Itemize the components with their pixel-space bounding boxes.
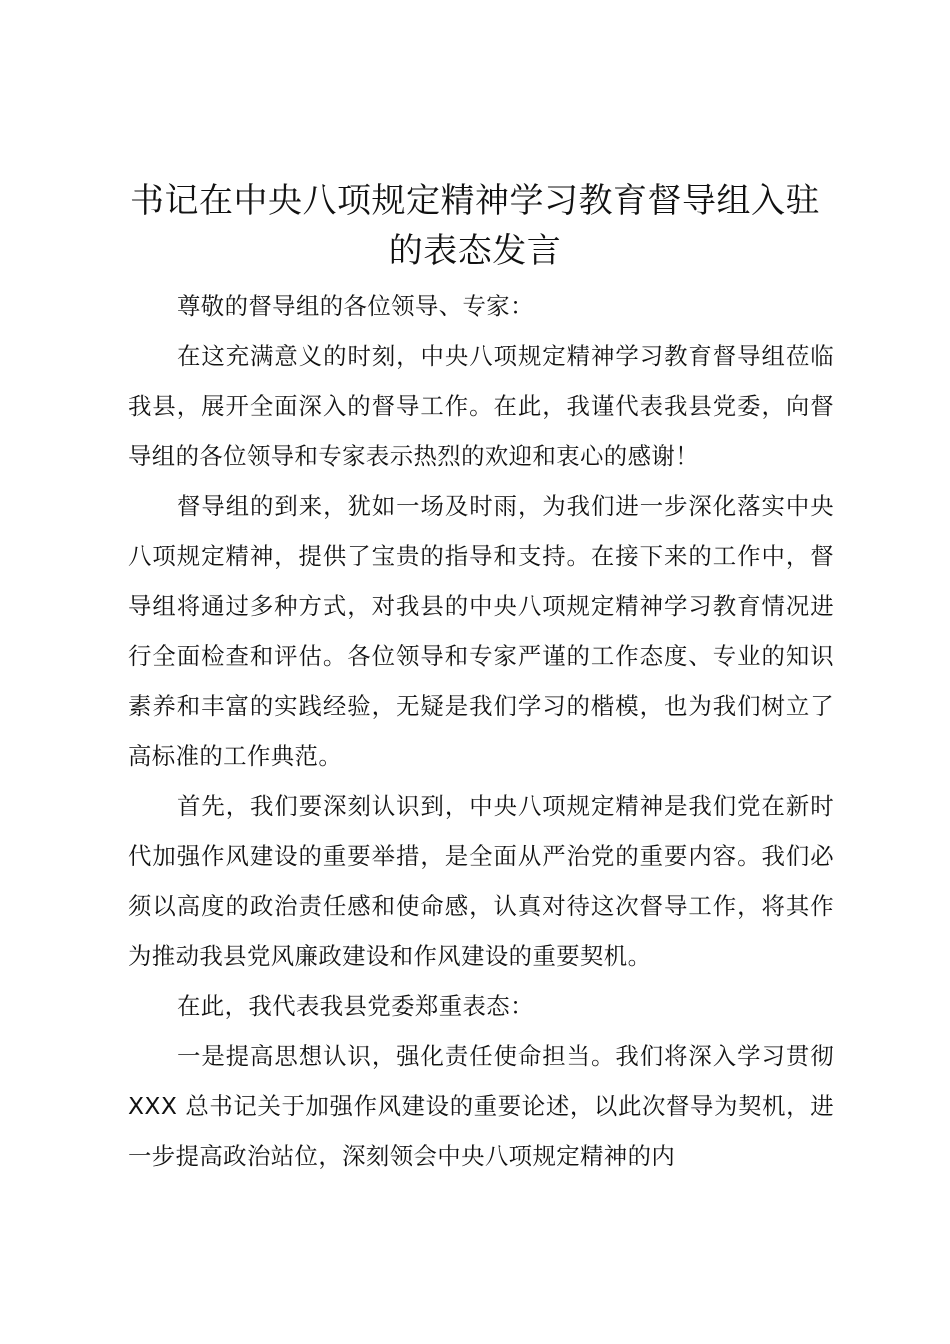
title-line-2: 的表态发言 [388,231,562,271]
document-body [128,281,834,1181]
title-line-1: 书记在中央八项规定精神学习教育督导组入驻 [130,181,820,221]
paragraph-welcome: 在这充满意义的时刻，中央八项规定精神学习教育督导组莅临我县，展开全面深入的督导工作。在此，我谨代表我县党委，向督导组的各位领导和专家表示热烈的欢迎和衷心的感谢！ [128,342,834,470]
document-title [110,176,840,276]
paragraph-arrival: 督导组的到来，犹如一场及时雨，为我们进一步深化落实中央八项规定精神，提供了宝贵的指导和支持。在接下来的工作中，督导组将通过多种方式，对我县的中央八项规定精神学习教育情况进行全面检查和评估。各位领导和专家严谨的工作态度、专业的知识素养和丰富的实践经验，无疑是我们学习的楷模，也为我们树立了高标准的工作典范。 [128,492,834,770]
paragraph-point-one: 一是提高思想认识，强化责任使命担当。我们将深入学习贯彻 XXX 总书记关于加强作风建设的重要论述，以此次督导为契机，进一步提高政治站位，深刻领会中央八项规定精神的内 [128,1042,834,1170]
salutation: 尊敬的督导组的各位领导、专家： [177,292,534,320]
paragraph-statement-intro: 在此，我代表我县党委郑重表态： [177,992,534,1020]
paragraph-firstly: 首先，我们要深刻认识到，中央八项规定精神是我们党在新时代加强作风建设的重要举措，是全面从严治党的重要内容。我们必须以高度的政治责任感和使命感，认真对待这次督导工作，将其作为推动我县党风廉政建设和作风建设的重要契机。 [128,792,834,970]
